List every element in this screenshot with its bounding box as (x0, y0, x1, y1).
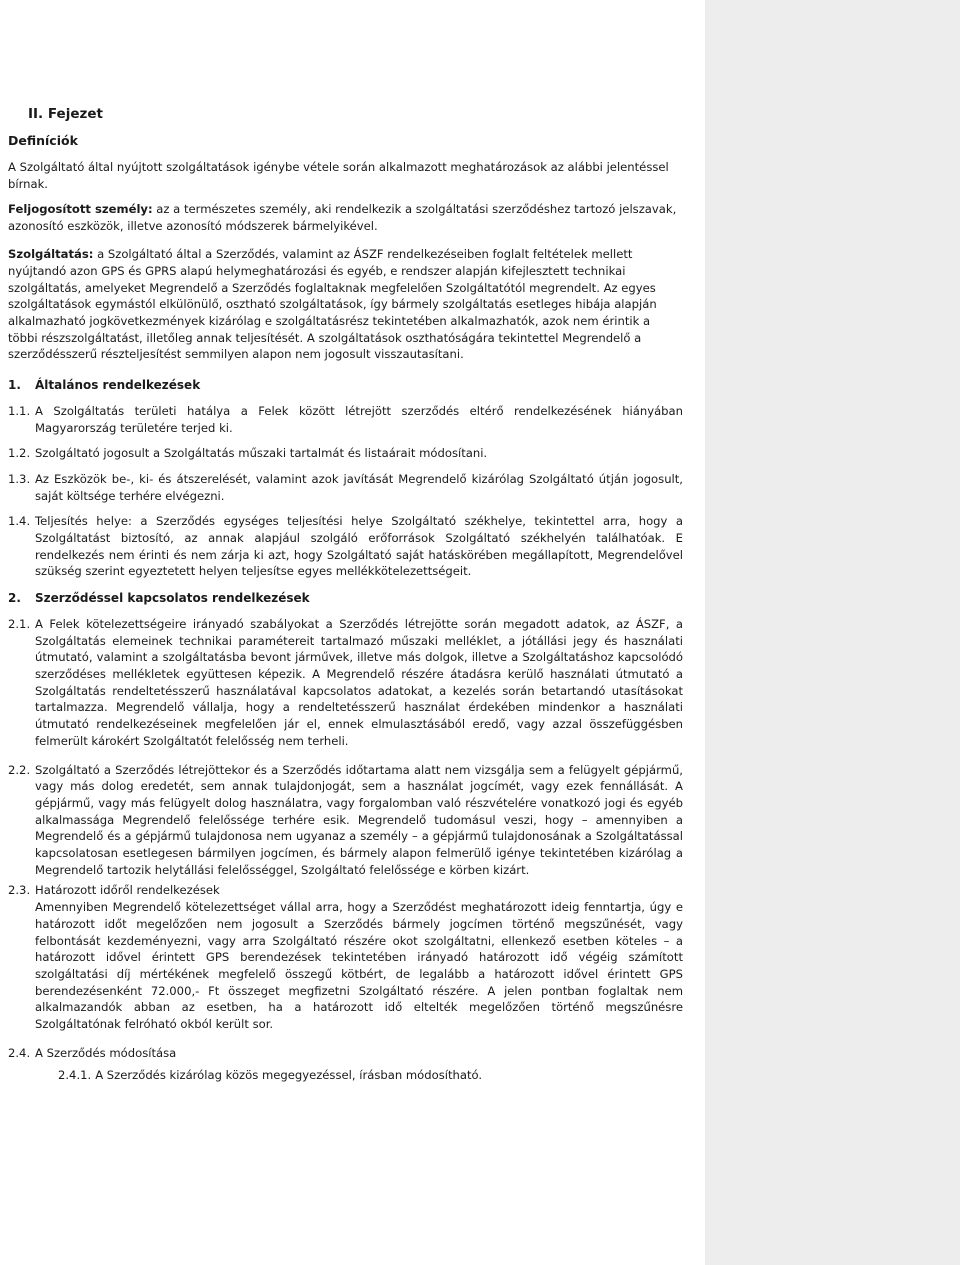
clause-2-4-heading (8, 1045, 683, 1062)
term-text: az a természetes személy, aki rendelkezik a szolgáltatási szerződéshez tartozó jelszavak, azonosító eszközök, illetve azonosító módszerek bármelyikével. (8, 201, 677, 233)
clause-number: 2.1. (8, 616, 31, 631)
clause-1-3 (8, 471, 683, 504)
clause-number: 2.4.1. (58, 1068, 92, 1083)
clause-text: Szolgáltató jogosult a Szolgáltatás műszaki tartalmát és listaárait módosítani. (35, 446, 488, 461)
clause-number: 2.3. (8, 883, 31, 898)
clause-text: A Felek kötelezettségeire irányadó szabályokat a Szerződés létrejötte során megadott adatok, az ÁSZF, a Szolgáltatás elemeinek technikai paramétereit tartalmazó műszaki melléklet, a jótállási jegy és használati útmutató, valamint a szolgáltatásba bevont járművek, illetve más dolgok, illetve a Szolgáltatáshoz kapcsolódó szerződéses mellékletek együttesen képezik. A Megrendelő részére átadásra kerülő használati útmutató a Szolgáltatás rendeltetésszerű használatával kapcsolatos adatokat, a kezelés során betartandó utasításokat tartalmazza. Megrendelő vállalja, hogy a rendeltetésszerű használat érdekében mindenkor a használati útmutató rendelkezéseinek megfelelően jár el, ennek elmulasztásából eredő, vagy azzal összefüggésben felmerült károkért Szolgáltatót felelősség nem terheli. (35, 616, 683, 748)
term-label: Szolgáltatás: (8, 247, 94, 262)
clause-number: 1.4. (8, 514, 31, 529)
definitions-heading: Definíciók (8, 132, 78, 148)
section-title: Szerződéssel kapcsolatos rendelkezések (35, 591, 310, 606)
definition-szolgaltatas (8, 246, 683, 363)
document-content (8, 106, 683, 1084)
section-number: 2. (8, 591, 21, 606)
clause-1-4 (8, 513, 683, 580)
clause-number: 2.4. (8, 1045, 31, 1060)
clause-2-4-1 (58, 1067, 683, 1084)
definition-feljogositott (8, 201, 683, 234)
clause-1-1 (8, 403, 683, 436)
clause-text: A Szolgáltatás területi hatálya a Felek között létrejött szerződés eltérő rendelkezésének hiányában Magyarország területére terjed ki. (35, 403, 683, 435)
chapter-title: II. Fejezet (28, 106, 103, 122)
section-1-heading (8, 377, 683, 394)
clause-number: 1.1. (8, 403, 31, 418)
term-label: Feljogosított személy: (8, 201, 153, 216)
clause-text: Az Eszközök be-, ki- és átszerelését, valamint azok javítását Megrendelő kizárólag Szolgáltató útján jogosult, saját költsége terhére elvégezni. (35, 471, 683, 503)
clause-2-1 (8, 616, 683, 750)
clause-text: A Szerződés kizárólag közös megegyezéssel, írásban módosítható. (95, 1068, 483, 1083)
clause-number: 2.2. (8, 762, 31, 777)
clause-2-3-heading (8, 882, 683, 899)
clause-2-3-text: Amennyiben Megrendelő kötelezettséget vállal arra, hogy a Szerződést meghatározott ideig fenntartja, úgy e határozott időt megelőzően nem jogosult a Szerződés bármely jogcímen történő megszűnését, vagy felbontását kezdeményezni, vagy arra Szolgáltató részére okot szolgáltatni, ellenkező esetben köteles – a határozott idővel érintett GPS berendezések tekintetében irányadó határozott idő végéig számított szolgáltatási díj mértékének megfelelő összegű kötbért, de legalább a határozott idővel érintett GPS berendezésenként 72.000,- Ft összeget megfizetni Szolgáltató részére. A jelen pontban foglaltak nem alkalmazandók abban az esetben, ha a határozott idő eltelték megelőzően történő megszűnésre Szolgáltatónak felróható okból került sor. (35, 900, 683, 1032)
section-title: Általános rendelkezések (35, 378, 201, 393)
clause-text: Szolgáltató a Szerződés létrejöttekor és a Szerződés időtartama alatt nem vizsgálja sem a felügyelt gépjármű, vagy más dolog eredetét, sem annak tulajdonjogát, sem a használat jogcímét, vagy ezek fennállását. A gépjármű, vagy más felügyelt dolog használatra, vagy forgalomban való részvételére vonatkozó jogi és egyéb alkalmassága Megrendelő felelőssége terhére esik. Megrendelő tudomásul veszi, hogy – amennyiben a Megrendelő és a gépjármű tulajdonosa nem ugyanaz a személy – a gépjármű tulajdonosának a Szolgáltatással kapcsolatosan esetlegesen bármilyen jogcímen, és bármely alapon felmerülő igénye tekintetében kizárólag a Megrendelő tartozik helytállási felelősséggel, Szolgáltató felelőssége e körben kizárt. (35, 762, 683, 877)
clause-title: A Szerződés módosítása (35, 1045, 177, 1060)
clause-title: Határozott időről rendelkezések (35, 883, 220, 898)
term-text: a Szolgáltató által a Szerződés, valamint az ÁSZF rendelkezéseiben foglalt feltételek mellett nyújtandó azon GPS és GPRS alapú helymeghatározási és egyéb, e rendszer alapján kifejlesztett technikai szolgáltatás, amelyeket Megrendelő a Szerződés foglaltaknak megfelelően Szolgáltatótól megrendelt. Az egyes szolgáltatások egymástól elkülönülő, osztható szolgáltatások, így bármely szolgáltatás esetleges hibája alapján alkalmazható jogkövetkezmények kizárólag e szolgáltatásrész tekintetében alkalmazhatók, azok nem érintik a többi részszolgáltatást, illetőleg annak teljesítését. A szolgáltatások oszthatóságára tekintettel Megrendelő a szerződésszerű részteljesítést semmilyen alapon nem jogosult visszautasítani. (8, 247, 657, 362)
clause-number: 1.3. (8, 471, 31, 486)
clause-number: 1.2. (8, 446, 31, 461)
clause-text: Teljesítés helye: a Szerződés egységes teljesítési helye Szolgáltató székhelye, tekintettel arra, hogy a Szolgáltatást biztosító, az annak alapjául szolgáló erőforrások Szolgáltató székhelyén találhatóak. E rendelkezés nem érinti és nem zárja ki azt, hogy Szolgáltató saját hatáskörében megállapított, Megrendelővel szükség szerint egyeztetett helyen teljesítse egyes mellékkötelezettségeit. (35, 514, 683, 579)
section-number: 1. (8, 378, 21, 393)
comment-margin-panel (705, 0, 960, 1265)
section-2-heading (8, 590, 683, 607)
clause-2-2 (8, 762, 683, 879)
definitions-intro: A Szolgáltató által nyújtott szolgáltatások igénybe vétele során alkalmazott meghatározások az alábbi jelentéssel bírnak. (8, 160, 669, 192)
clause-1-2 (8, 445, 683, 462)
